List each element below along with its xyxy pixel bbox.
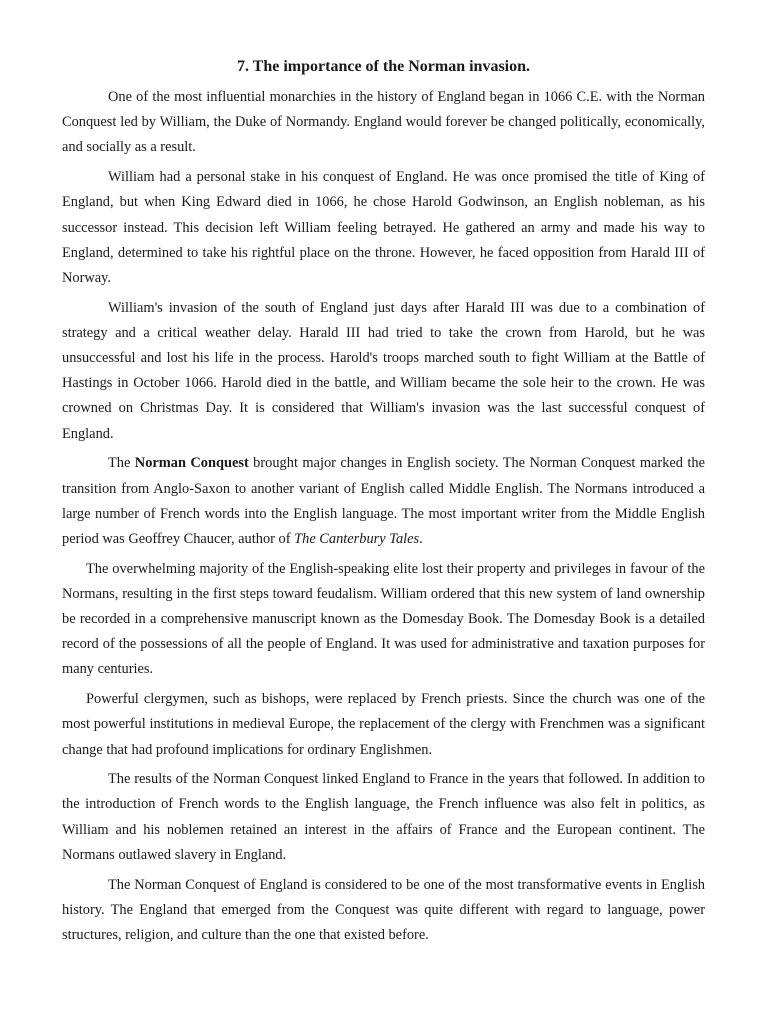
canterbury-tales-title: The Canterbury Tales (294, 530, 420, 547)
paragraph-4-end: . (419, 530, 423, 547)
page-title: 7. The importance of the Norman invasion. (236, 58, 531, 75)
paragraph-3: William's invasion of the south of England just days after Harald III was due to a combination of strategy and a critical weather delay. Harald III had tried to take the crown from Harold, but he was unsuccessful and lost his life in the process. Harold's troops marched south to fight William at the Battle of Hastings in October 1066. Harold died in the battle, and William became the sole heir to the crown. He was crowned on Christmas Day. It is considered that William's invasion was the last successful conquest of England. (62, 299, 705, 442)
paragraph-6: Powerful clergymen, such as bishops, were replaced by French priests. Since the church was one of the most powerful institutions in medieval Europe, the replacement of the clergy with Frenchmen was a significant change that had profound implications for ordinary Englishmen. (62, 691, 705, 758)
paragraph-4 (62, 451, 705, 552)
paragraph-1: One of the most influential monarchies in the history of England began in 1066 C.E. with the Norman Conquest led by William, the Duke of Normandy. England would forever be changed politically, economically, and socially as a result. (62, 89, 705, 156)
document-page (62, 56, 705, 953)
paragraph-2: William had a personal stake in his conquest of England. He was once promised the title of King of England, but when King Edward died in 1066, he chose Harold Godwinson, an English nobleman, as his successor instead. This decision left William feeling betrayed. He gathered an army and made his way to England, determined to take his rightful place on the throne. However, he faced opposition from Harald III of Norway. (62, 169, 705, 286)
paragraph-7: The results of the Norman Conquest linked England to France in the years that followed. In addition to the introduction of French words to the English language, the French influence was also felt in politics, as William and his noblemen retained an interest in the affairs of France and the European continent. The Normans outlawed slavery in England. (62, 771, 705, 863)
paragraph-4-lead: The (108, 455, 135, 472)
paragraph-8: The Norman Conquest of England is considered to be one of the most transformative events in English history. The England that emerged from the Conquest was quite different with regard to language, power structures, religion, and culture than the one that existed before. (62, 876, 705, 943)
paragraph-5: The overwhelming majority of the English-speaking elite lost their property and privileges in favour of the Normans, resulting in the first steps toward feudalism. William ordered that this new system of land ownership be recorded in a comprehensive manuscript known as the Domesday Book. The Domesday Book is a detailed record of the possessions of all the people of England. It was used for administrative and taxation purposes for many centuries. (62, 560, 705, 678)
paragraph-4-body: brought major changes in English society. The Norman Conquest marked the transition from Anglo-Saxon to another variant of English called Middle English. The Normans introduced a large number of French words into the English language. The most important writer from the Middle English period was Geoffrey Chaucer, author of (62, 455, 705, 547)
norman-conquest-term: Norman Conquest (134, 455, 249, 472)
